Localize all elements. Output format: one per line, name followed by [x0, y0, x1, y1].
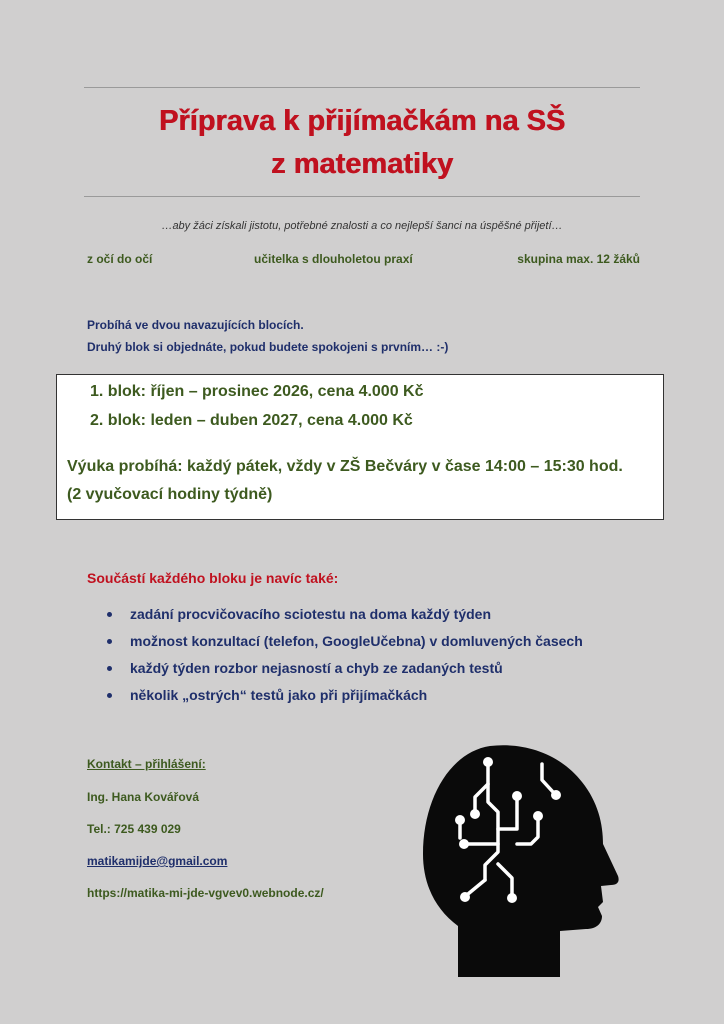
- bullet-icon: [107, 693, 112, 698]
- feature-face-to-face: z očí do očí: [87, 252, 153, 266]
- contact-name: Ing. Hana Kovářová: [87, 790, 200, 804]
- block-1-info: 1. blok: říjen – prosinec 2026, cena 4.000 Kč: [90, 383, 424, 400]
- list-item: možnost konzultací (telefon, GoogleUčebna) v domluvených časech: [104, 628, 583, 655]
- title-bottom-divider: [84, 196, 640, 197]
- head-with-circuit-brain-icon: [420, 744, 625, 979]
- tagline: …aby žáci získali jistotu, potřebné znalosti a co nejlepší šanci na úspěšné přijetí…: [161, 220, 563, 232]
- title-line-2: z matematiky: [270, 148, 454, 180]
- contact-phone: Tel.: 725 439 029: [87, 822, 181, 836]
- intro-line-2: Druhý blok si objednáte, pokud budete spokojeni s prvním… :-): [87, 340, 449, 354]
- list-item: zadání procvičovacího sciotestu na doma každý týden: [104, 601, 583, 628]
- bullet-icon: [107, 639, 112, 644]
- feature-group-size: skupina max. 12 žáků: [517, 252, 640, 266]
- intro-line-1: Probíhá ve dvou navazujících blocích.: [87, 318, 304, 332]
- pricing-box: [56, 374, 664, 520]
- block-2-info: 2. blok: leden – duben 2027, cena 4.000 Kč: [90, 412, 413, 429]
- bullet-icon: [107, 666, 112, 671]
- top-divider: [84, 87, 640, 88]
- schedule-line: Výuka probíhá: každý pátek, vždy v ZŠ Bečváry v čase 14:00 – 15:30 hod.: [67, 458, 623, 475]
- contact-website-link[interactable]: https://matika-mi-jde-vgvev0.webnode.cz/: [87, 886, 324, 900]
- bullet-icon: [107, 612, 112, 617]
- extras-list: [104, 601, 583, 709]
- page-title: [60, 100, 664, 186]
- contact-email-link[interactable]: matikamijde@gmail.com: [87, 854, 228, 868]
- schedule-info: [67, 453, 623, 509]
- intro-text: [87, 314, 448, 358]
- list-item: každý týden rozbor nejasností a chyb ze zadaných testů: [104, 655, 583, 682]
- schedule-note: (2 vyučovací hodiny týdně): [67, 486, 273, 503]
- list-item: několik „ostrých“ testů jako při přijímačkách: [104, 682, 583, 709]
- contact-heading: Kontakt – přihlášení:: [87, 757, 206, 771]
- feature-experienced-teacher: učitelka s dlouholetou praxí: [254, 252, 413, 266]
- title-line-1: Příprava k přijímačkám na SŠ: [158, 105, 566, 137]
- extras-heading: Součástí každého bloku je navíc také:: [87, 570, 339, 586]
